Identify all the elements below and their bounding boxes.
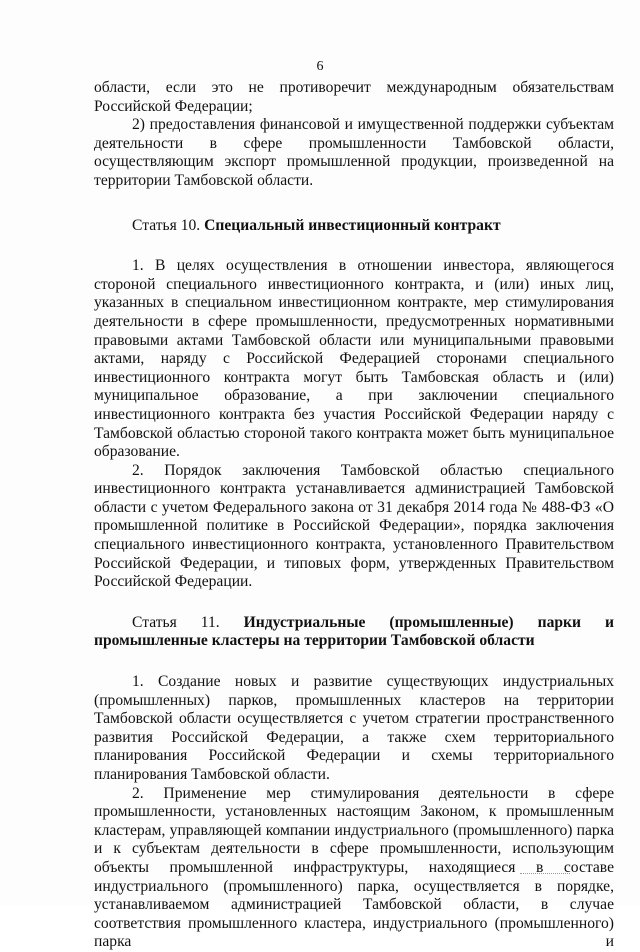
article-10-title: Специальный инвестиционный контракт (204, 216, 501, 234)
article-11-heading-line1 (94, 614, 614, 633)
article-11-word-2: (промышленные) (389, 613, 514, 631)
page-number: 6 (316, 59, 324, 74)
article-10-paragraph-2: 2. Порядок заключения Тамбовской областью специального инвестиционного контракта устанавливается администрацией Тамбовской области с учетом Федерального закона от 31 декабря 2014 года № 488-ФЗ «О промышленной политике в Российской Федерации», порядка заключения специального инвестиционного контракта, установленного Правительством Российской Федерации, и типовых форм, утвержденных Правительством Российской Федерации. (94, 461, 614, 591)
article-10-heading (94, 217, 614, 236)
article-11-word-4: и (604, 613, 614, 631)
document-body (94, 79, 614, 952)
article-11-paragraph-1: 1. Создание новых и развитие существующих индустриальных (промышленных) парков, промышленных кластеров на территории Тамбовской области осуществляется с учетом стратегии пространственного развития Российской Федерации, а также схем территориального планирования Российской Федерации и схемы территориального планирования Тамбовской области. (94, 673, 614, 783)
article-11-word-3: парки (537, 613, 582, 631)
article-11-word-1: Индустриальные (243, 613, 366, 631)
paragraph-continuation-line1: области, если это не противоречит международным обязательствам (94, 79, 614, 96)
article-10-paragraph-1: 1. В целях осуществления в отношении инвестора, являющегося стороной специального инвестиционного контракта, и (или) иных лиц, указанных в специальном инвестиционном контракте, мер стимулирования деятельности в сфере промышленности, предусмотренных нормативными правовыми актами Тамбовской области или муниципальными правовыми актами, наряду с Российской Федерацией сторонами специального инвестиционного контракта могут быть Тамбовская область и (или) муниципальное образование, а при заключении специального инвестиционного контракта без участия Российской Федерации наряду с Тамбовской областью стороной такого контракта может быть муниципальное образование. (94, 257, 614, 461)
article-11-number: 11. (200, 613, 220, 631)
article-11-heading-line2: промышленные кластеры на территории Тамбовской области (94, 632, 535, 650)
paragraph-continuation-line2: Российской Федерации; (94, 97, 253, 115)
scan-artifact-mark (520, 873, 570, 876)
article-11-heading (94, 614, 614, 651)
article-11-prefix: Статья (132, 613, 177, 631)
article-10-prefix: Статья 10. (132, 216, 201, 234)
paragraph-item-2: 2) предоставления финансовой и имущественной поддержки субъектам деятельности в сфере промышленности Тамбовской области, осуществляющим экспорт промышленной продукции, произведенной на территории Тамбовской области. (94, 116, 614, 189)
article-11-paragraph-2: 2. Применение мер стимулирования деятельности в сфере промышленности, установленных настоящим Законом, к промышленным кластерам, управляющей компании индустриального (промышленного) парка и к субъектам деятельности в сфере промышленности, использующим объекты промышленной инфраструктуры, находящиеся в составе индустриального (промышленного) парка, осуществляется в порядке, устанавливаемом администрацией Тамбовской области, в случае соответствия промышленного кластера, индустриального (промышленного) парка и (94, 784, 614, 951)
